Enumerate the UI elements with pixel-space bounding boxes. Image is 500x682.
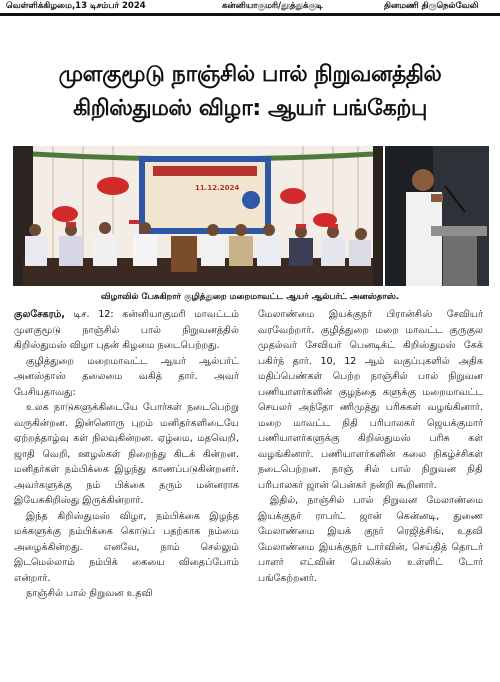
paragraph xyxy=(14,307,239,354)
paragraph: குழித்துறை மறைமாவட்ட ஆயர் ஆல்பர்ட் அனஸ்தாஸ் தலைமை வகித் தார். அவர் பேசியதாவது: xyxy=(14,355,239,398)
paragraph: நாஞ்சில் பால் நிறுவன உதவி xyxy=(26,588,153,599)
photo-caption: விழாவில் பேசுகிறார் குழித்துறை மறைமாவட்ட ஆயர் ஆல்பர்ட் அனஸ்தாஸ். xyxy=(100,292,400,302)
edition-name: கன்னியாகுமரி/தூத்துக்குடி xyxy=(222,1,323,11)
paragraph: இந்த கிறிஸ்துமஸ் விழா, நம்பிக்கை இழந்த மக்களுக்கு நம்பிக்கை கொடுப் பதற்காக நம்மை அழைக்கின்றது. எனவே, நாம் செல்லும் இடமெல்லாம் நம்பிக் கையை விதைப்போம் என்றார். xyxy=(14,510,239,584)
paragraph: மேலாண்மை இயக்குநர் பிரான்சிஸ் சேவியர் வரவேற்றார். குழித்துறை மறை மாவட்ட குருகுல முதல்வர் சேவியர் பெனடிக்ட் கிறிஸ்துமஸ் கேக் பகிர்ந் தார். 10, 12 ஆம் வகுப்புகளில் அதிக மதிப்பெண்கள் பெற்ற நாஞ்சில் பால் நிறுவன பணியாளர்களின் குழந்தை களுக்கு மறைமாவட்ட செயலர் அந்தோ ணிமுத்து பரிசுகள் வழங்கினார். மறை மாவட்ட நிதி பரிபாலகர் ஜெயக்குமார் பணியாளர்களுக்கு கிறிஸ்துமஸ் பரிசு கள் வழங்கினார். பணியாளர்களின் கலை நிகழ்ச்சிகள் நடைபெற்றன. நாஞ் சில் பால் நிறுவன நிதி பரிபாலகர் ஜான் பென்கர் நன்றி கூறினார். xyxy=(258,309,483,491)
banner-date: 11.12.2024 xyxy=(195,184,240,192)
issue-date: வெள்ளிக்கிழமை,13 டிசம்பர் 2024 xyxy=(6,1,146,11)
paragraph-text: டிச. 12: கன்னியாகுமரி மாவட்டம் முளகுமூடு நாஞ்சில் பால் நிறுவனத்தில் கிறிஸ்துமஸ் விழா புதன் கிழமை நடைபெற்றது. xyxy=(14,309,239,351)
event-banner xyxy=(139,156,271,234)
event-photo-illustration xyxy=(13,146,489,286)
page-header xyxy=(0,0,500,16)
headline-line-1: முளகுமூடு நாஞ்சில் பால் நிறுவனத்தில் xyxy=(58,62,442,87)
dateline: குலசேகரம், xyxy=(14,309,66,320)
headline-line-2: கிறிஸ்துமஸ் விழா: ஆயர் பங்கேற்பு xyxy=(73,96,427,121)
article-column-left xyxy=(14,307,239,602)
article-column-right xyxy=(258,307,483,586)
paragraph: இதில், நாஞ்சில் பால் நிறுவன மேலாண்மை இயக்குநர் ராபர்ட் ஜான் கென்னடி, துணை மேலாண்மை இயக் குநர் ரெஜித்சிங், உதவி மேலாண்மை இயக்குநர் டார்வின், செய்தித் தொடர் பாளர் எட்வின் பெலிக்ஸ் உள்ளிட் டோர் பங்கேற்றனர். xyxy=(258,495,483,584)
event-photo xyxy=(13,146,489,286)
newspaper-name: தினமணி திருநெல்வேலி xyxy=(384,1,479,11)
paragraph: உலக நாடுகளுக்கிடையே போர்கள் நடைபெற்று வருகின்றன. இன்னொரு புறம் மனிதர்களிடையே ஏற்றத்தாழ்வு கள் நிலவுகின்றன. ஏழ்மை, மதவெறி, ஜாதி வெறி, ஊழல்கள் நிறைந்து கிடக் கின்றன. மனிதர்கள் நம்பிக்கை இழந்து காணப்படுகின்றனர். அவர்களுக்கு நம் பிக்கை தரும் மன்னராக இயேசுகிறிஸ்து இருக்கின்றார். xyxy=(14,402,239,506)
